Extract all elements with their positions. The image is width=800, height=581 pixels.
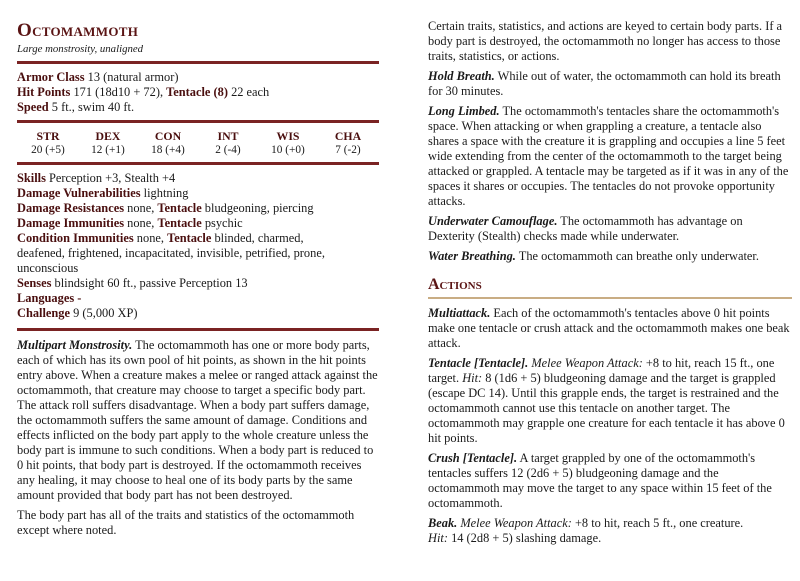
- resistances-value: none,: [124, 201, 158, 215]
- condition-immunities-cont: deafened, frightened, incapacitated, invisible, petrified, prone,: [17, 246, 325, 260]
- senses-value: blindsight 60 ft., passive Perception 13: [51, 276, 248, 290]
- trait-hold-breath: [428, 69, 792, 99]
- action-crush: [428, 451, 792, 511]
- armor-class-label: Armor Class: [17, 70, 85, 84]
- speed-line: [17, 100, 379, 115]
- ability-name: DEX: [95, 129, 121, 143]
- action-name: Beak.: [428, 516, 458, 530]
- abilities-divider: [17, 162, 379, 165]
- resistances-tentacle-value: bludgeoning, piercing: [201, 201, 314, 215]
- hit-label: Hit:: [428, 531, 448, 545]
- condition-immunities-line: [17, 231, 379, 246]
- action-beak: [428, 516, 792, 546]
- vulnerabilities-line: [17, 186, 379, 201]
- action-name: Tentacle [Tentacle].: [428, 356, 529, 370]
- challenge-value: 9 (5,000 XP): [70, 306, 138, 320]
- attack-bonus: +8 to hit, reach 15 ft., one target.: [428, 356, 775, 385]
- armor-class-value: 13 (natural armor): [84, 70, 179, 84]
- header-divider: [17, 61, 379, 64]
- speed-label: Speed: [17, 100, 49, 114]
- ability-name: CHA: [334, 129, 362, 143]
- ability-name: INT: [217, 129, 239, 143]
- ability-value: 10 (+0): [271, 144, 305, 156]
- immunities-tentacle-label: Tentacle: [157, 216, 202, 230]
- trait-body-part-note: The body part has all of the traits and statistics of the octomammoth except where noted.: [17, 508, 355, 537]
- hit-label: Hit:: [459, 371, 483, 385]
- vulnerabilities-value: lightning: [140, 186, 189, 200]
- details-divider: [17, 328, 379, 331]
- ability-value: 18 (+4): [151, 144, 185, 156]
- senses-line: [17, 276, 379, 291]
- vulnerabilities-label: Damage Vulnerabilities: [17, 186, 141, 200]
- trait-name: Long Limbed.: [428, 104, 500, 118]
- actions-heading: Actions: [428, 276, 482, 293]
- languages-line: [17, 291, 379, 306]
- action-tentacle: [428, 356, 792, 446]
- ability-cha: [323, 129, 373, 157]
- trait-name: Underwater Camouflage.: [428, 214, 558, 228]
- challenge-line: [17, 306, 379, 321]
- action-text: A target grappled by one of the octomammoth's tentacles suffers 12 (2d6 + 5) bludgeoning damage and the octomammoth may move the target to any space within 15 feet of the octomammoth.: [428, 451, 772, 510]
- condition-immunities-cont: unconscious: [17, 261, 79, 275]
- tentacle-hp-value: 22 each: [227, 85, 270, 99]
- skills-line: [17, 171, 379, 186]
- immunities-value: none,: [124, 216, 158, 230]
- action-name: Multiattack.: [428, 306, 491, 320]
- left-column: [17, 0, 379, 543]
- attack-type: Melee Weapon Attack:: [457, 516, 572, 530]
- attack-bonus: +8 to hit, reach 5 ft., one creature.: [571, 516, 744, 530]
- ability-value: 7 (-2): [335, 144, 361, 156]
- ability-name: WIS: [276, 129, 300, 143]
- trait-underwater-camouflage: [428, 214, 792, 244]
- condition-tentacle-label: Tentacle: [167, 231, 212, 245]
- immunities-tentacle-value: psychic: [201, 216, 243, 230]
- trait-water-breathing: [428, 249, 792, 264]
- hit-points-value: 171 (18d10 + 72),: [70, 85, 167, 99]
- trait-text: The octomammoth has one or more body parts, each of which has its own pool of hit points, as shown in the hit points entry above. When a creature makes a melee or ranged attack against the octomammoth, that creature may choose to target a specific body part. The attack roll suffers disadvantage. When a body part suffers damage, the octomammoth suffers the same amount of damage. Conditions and effects inflicted on the body part apply to the whole creature unless the body part is immune to such conditions. When a body part is reduced to 0 hit points, that body part is destroyed. If the octomammoth receives any healing, it may choose to heal one of its body parts by the same amount provided that body part has not been destroyed.: [17, 338, 378, 502]
- ability-name: CON: [154, 129, 182, 143]
- ability-wis: [263, 129, 313, 157]
- monster-name: Octomammoth: [17, 20, 139, 41]
- condition-immunities-value: none,: [133, 231, 168, 245]
- ability-con: [143, 129, 193, 157]
- senses-label: Senses: [17, 276, 52, 290]
- condition-tentacle-value: blinded, charmed,: [211, 231, 304, 245]
- stats-divider: [17, 120, 379, 123]
- trait-text: The octomammoth's tentacles share the octomammoth's space. When attacking or when grappling a creature, a tentacle also shares a space with the creature it is grappling and occupies a line 5 feet wide extending from the center of the octomammoth to the target being attacked or grappled. A tentacle may be targeted as if it was in any of the spaces it shares or occupies. The tentacles do not provoke opportunity attacks.: [428, 104, 789, 208]
- ability-name: STR: [36, 129, 60, 143]
- trait-keyed-parts: Certain traits, statistics, and actions are keyed to certain body parts. If a body part is destroyed, the octomammoth no longer has access to those traits, statistics, or actions.: [428, 19, 783, 63]
- skills-value: Perception +3, Stealth +4: [45, 171, 176, 185]
- resistances-tentacle-label: Tentacle: [157, 201, 202, 215]
- trait-name: Water Breathing.: [428, 249, 516, 263]
- attack-type: Melee Weapon Attack:: [528, 356, 643, 370]
- trait-text: The octomammoth can breathe only underwater.: [515, 249, 759, 263]
- trait-multipart-monstrosity: [17, 338, 379, 503]
- action-text: Each of the octomammoth's tentacles above 0 hit points make one tentacle or crush attack and the octomammoth makes one beak attack.: [428, 306, 790, 350]
- action-text: 14 (2d8 + 5) slashing damage.: [447, 531, 602, 545]
- trait-long-limbed: [428, 104, 792, 209]
- ability-scores: [17, 129, 379, 157]
- trait-name: Hold Breath.: [428, 69, 495, 83]
- resistances-line: [17, 201, 379, 216]
- ability-value: 2 (-4): [215, 144, 241, 156]
- tentacle-hp-label: Tentacle (8): [166, 85, 228, 99]
- skills-label: Skills: [17, 171, 46, 185]
- trait-text: While out of water, the octomammoth can hold its breath for 30 minutes.: [428, 69, 781, 98]
- action-text: 8 (1d6 + 5) bludgeoning damage and the target is grappled (escape DC 14). Until this grapple ends, the target is restrained and the octomammoth cannot use this tentacle on another target. The octomammoth may grapple one creature for each tentacle it has above 0 hit points.: [428, 371, 785, 445]
- speed-value: 5 ft., swim 40 ft.: [48, 100, 135, 114]
- actions-divider: [428, 297, 792, 299]
- challenge-label: Challenge: [17, 306, 71, 320]
- action-name: Crush [Tentacle].: [428, 451, 518, 465]
- resistances-label: Damage Resistances: [17, 201, 125, 215]
- condition-immunities-label: Condition Immunities: [17, 231, 134, 245]
- action-multiattack: [428, 306, 792, 351]
- immunities-line: [17, 216, 379, 231]
- trait-text: The octomammoth has advantage on Dexterity (Stealth) checks made while underwater.: [428, 214, 743, 243]
- ability-str: [23, 129, 73, 157]
- immunities-label: Damage Immunities: [17, 216, 125, 230]
- ability-value: 12 (+1): [91, 144, 125, 156]
- ability-value: 20 (+5): [31, 144, 65, 156]
- right-column: [428, 19, 792, 551]
- armor-class-line: [17, 70, 379, 85]
- languages-label: Languages -: [17, 291, 82, 305]
- trait-name: Multipart Monstrosity.: [17, 338, 133, 352]
- hit-points-line: [17, 85, 379, 100]
- hit-points-label: Hit Points: [17, 85, 71, 99]
- ability-dex: [83, 129, 133, 157]
- ability-int: [203, 129, 253, 157]
- monster-type: Large monstrosity, unaligned: [17, 43, 144, 55]
